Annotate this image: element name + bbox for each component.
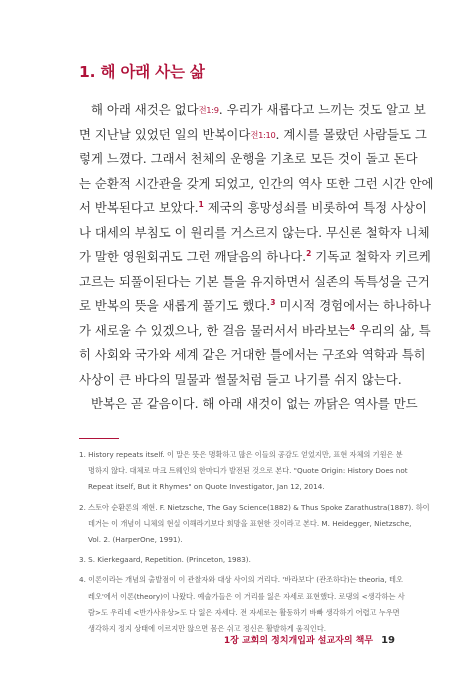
chapter-title: 1장 교회의 정치개입과 설교자의 책무 bbox=[223, 636, 374, 646]
body-line-11: 히 사회와 국가와 세계 같은 거대한 틀에서는 구조와 역학과 특히 bbox=[79, 347, 426, 362]
body-line-9: 로 반복의 뜻을 새롭게 풀기도 했다.$^3$ 미시적 경험에서는 하나하나 bbox=[79, 298, 431, 313]
body-line-12: 사상이 큰 바다의 밀물과 썰물처럼 들고 나기를 쉬지 않는다. bbox=[79, 371, 402, 387]
body-line-6: 나 대세의 부침도 이 원리를 거스르지 않는다. 무신론 철학자 니체 bbox=[79, 224, 430, 240]
footnote-line: Repeat itself, But it Rhymes" on Quote Investigator, Jan 12, 2014. bbox=[88, 482, 325, 492]
verse-ref: 전1:9 bbox=[198, 105, 219, 115]
body-line-10: 가 새로울 수 있겠으나, 한 걸음 물러서서 바라보는$^4$ 우리의 삶, 특 bbox=[79, 322, 431, 338]
footnote-line: Vol. 2. (HarperOne, 1991). bbox=[88, 534, 183, 544]
footnote-3 bbox=[79, 552, 393, 568]
footnote-1 bbox=[79, 447, 408, 496]
body-line-13: 반복은 곧 같음이다. 해 아래 새것이 없는 까닭은 역사를 만드 bbox=[91, 396, 418, 411]
footnote-line: 생각하지 정지 상태에 이르지만 않으면 몸은 쉬고 정신은 활발하게 움직인다. bbox=[88, 623, 327, 633]
footnote-line: 2. 스토아 순환론의 재현. F. Nietzsche, The Gay Science(1882) & Thus Spoke Zarathustra(1887). 하이 bbox=[79, 502, 430, 512]
body-line-5: 서 반복된다고 보았다.$^1$ 제국의 흥망성쇠를 비롯하여 특정 사상이 bbox=[79, 200, 427, 215]
footnote-line: 1. History repeats itself. 이 말은 뜻은 명확하고 많은 이들의 공감도 얻었지만, 표현 자체의 기원은 분 bbox=[79, 450, 403, 459]
footnote-line: 명하지 않다. 대체로 마크 트웨인의 한마디가 발전된 것으로 본다. "Quote Origin: History Does not bbox=[88, 466, 408, 476]
footnote-line: 람>도 우리네 <반가사유상>도 다 잃은 자세다. 전 자세로는 활동하기 바빠 생각하기 어렵고 누우면 bbox=[88, 607, 400, 617]
footnote-line: 4. 이론이라는 개념의 출발점이 이 관찰자와 대상 사이의 거리다. '바라보다' (관조하다)는 theoria, 테오 bbox=[79, 575, 403, 585]
footnote-marker[interactable]: 3 bbox=[270, 298, 276, 307]
footnotes bbox=[79, 447, 430, 637]
footnote-marker[interactable]: 4 bbox=[349, 322, 356, 332]
body-line-7: 가 말한 영원회귀도 그런 깨달음의 하나다.$^2$ 기독교 철학자 키르케 bbox=[79, 249, 431, 264]
body-line-8: 고르는 되풀이된다는 기본 틀을 유지하면서 실존의 독특성을 근거 bbox=[79, 273, 430, 289]
running-footer bbox=[224, 633, 395, 646]
section-title: 1. 해 아래 사는 삶 bbox=[79, 63, 205, 81]
footnote-4 bbox=[79, 572, 405, 637]
body-line-4: 는 순환적 시간관을 갖게 되었고, 인간의 역사 또한 그런 시간 안에 bbox=[79, 175, 434, 191]
footnote-marker[interactable]: 2 bbox=[306, 249, 312, 258]
body-line-3: 렇게 느꼈다. 그래서 천체의 운행을 기초로 모든 것이 돌고 돈다 bbox=[79, 151, 418, 166]
footnote-divider bbox=[79, 438, 119, 439]
footnote-2 bbox=[79, 500, 430, 549]
footnote-line: 레오'에서 이론(theory)이 나왔다. 예술가들은 이 거리를 잃은 자세로 표현했다. 로댕의 <생각하는 사 bbox=[88, 591, 405, 601]
page-number: 19 bbox=[381, 635, 395, 646]
footnote-line: 3. S. Kierkegaard, Repetition. (Princeton, 1983). bbox=[79, 555, 251, 565]
body-line-2: 면 지난날 있었던 일의 반복이다전1:10. 계시를 몰랐던 사람들도 그 bbox=[79, 126, 427, 142]
footnote-marker[interactable]: 1 bbox=[198, 200, 204, 209]
verse-ref: 전1:10 bbox=[250, 129, 276, 140]
body-text bbox=[79, 98, 434, 417]
body-line-1: 해 아래 새것은 없다전1:9. 우리가 새롭다고 느끼는 것도 알고 보 bbox=[91, 102, 426, 117]
footnote-line: 데거는 이 개념이 니체의 현실 이해라기보다 희망을 표현한 것이라고 본다. M. Heidegger, Nietzsche, bbox=[88, 518, 412, 528]
